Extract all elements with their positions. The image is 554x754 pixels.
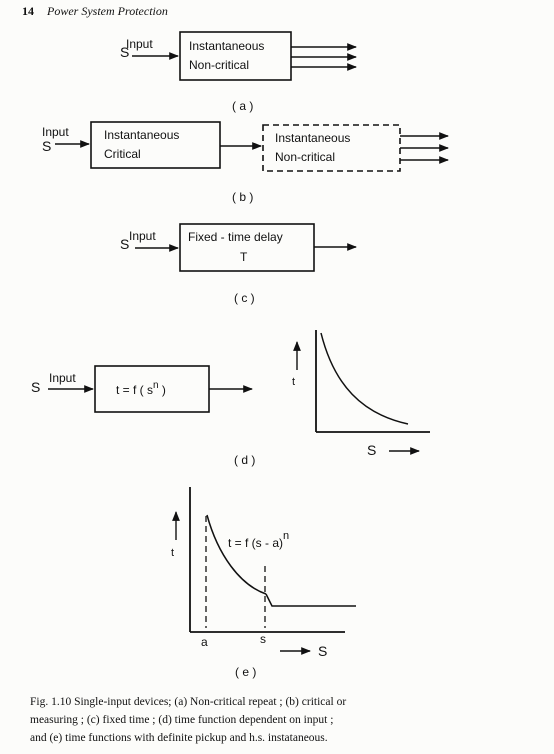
caption-line-1: Fig. 1.10 Single-input devices; (a) Non-critical repeat ; (b) critical or bbox=[30, 696, 347, 708]
diagram-e bbox=[171, 487, 356, 679]
page-number: 14 bbox=[22, 4, 34, 18]
signal-s-b: S bbox=[42, 138, 52, 154]
input-label-a: Input bbox=[126, 37, 153, 51]
caption-line-3: and (e) time functions with definite pickup and h.s. instataneous. bbox=[30, 732, 328, 744]
diagram-c bbox=[120, 224, 356, 305]
instantaneous-segment bbox=[266, 594, 356, 606]
input-label-d: Input bbox=[49, 371, 76, 385]
label-d: ( d ) bbox=[234, 453, 256, 467]
box-b1-line1: Instantaneous bbox=[104, 128, 180, 142]
box-a-line2: Non-critical bbox=[189, 58, 250, 72]
box-c-line1: Fixed - time delay bbox=[188, 230, 283, 244]
box-a-line1: Instantaneous bbox=[189, 39, 265, 53]
figure-caption bbox=[30, 693, 540, 747]
tick-s-label: s bbox=[260, 632, 266, 646]
signal-s-c: S bbox=[120, 236, 130, 252]
label-b: ( b ) bbox=[232, 190, 254, 204]
label-a: ( a ) bbox=[232, 99, 254, 113]
box-b2-line2: Non-critical bbox=[275, 150, 336, 164]
diagram-d bbox=[31, 330, 430, 467]
box-c-line2: T bbox=[240, 250, 248, 264]
graph-e-t-label: t bbox=[171, 547, 175, 559]
input-label-b: Input bbox=[42, 125, 69, 139]
box-d-formula: t = f ( $s^n$ ) bbox=[116, 380, 166, 397]
box-b1-line2: Critical bbox=[104, 147, 141, 161]
label-c: ( c ) bbox=[234, 291, 255, 305]
diagram-a bbox=[120, 32, 356, 113]
definite-pickup-curve bbox=[207, 515, 266, 594]
box-b2-line1: Instantaneous bbox=[275, 131, 351, 145]
inverse-time-graph bbox=[292, 330, 430, 458]
graph-e-s-label: S bbox=[318, 643, 328, 659]
input-label-c: Input bbox=[129, 229, 156, 243]
label-e: ( e ) bbox=[235, 665, 257, 679]
graph-d-t-label: t bbox=[292, 376, 296, 388]
running-title: Power System Protection bbox=[47, 4, 168, 18]
diagram-b bbox=[42, 122, 448, 204]
graph-e-formula: t = f (s - a)n bbox=[228, 530, 290, 550]
signal-s-a: S bbox=[120, 44, 130, 60]
tick-a-label: a bbox=[201, 635, 208, 649]
caption-line-2: measuring ; (c) fixed time ; (d) time function dependent on input ; bbox=[30, 714, 334, 726]
inverse-time-curve bbox=[321, 333, 408, 424]
graph-d-s-label: S bbox=[367, 442, 377, 458]
signal-s-d: S bbox=[31, 379, 41, 395]
